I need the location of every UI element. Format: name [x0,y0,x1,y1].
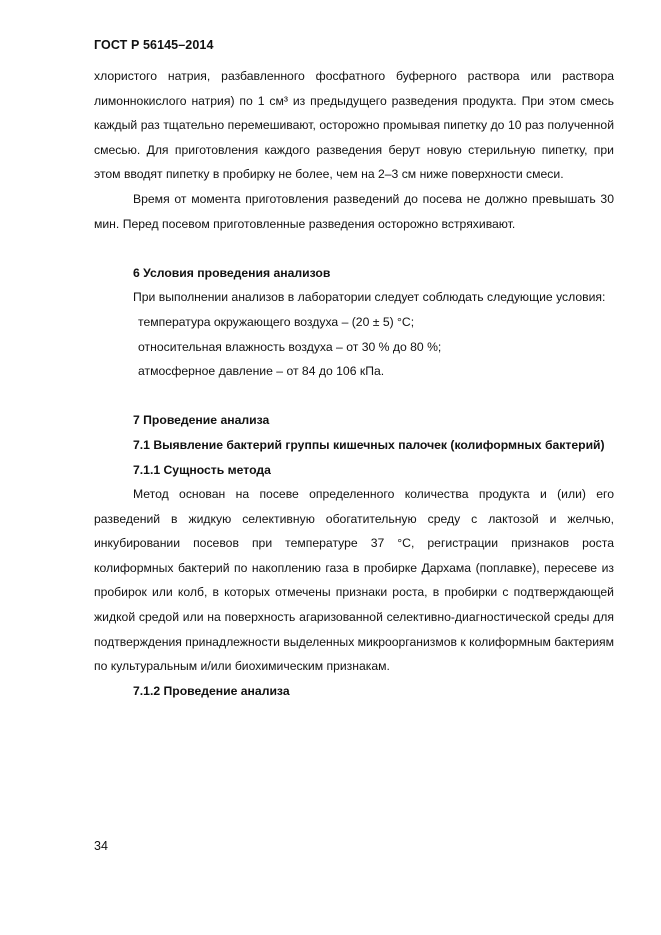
section-7-heading: 7 Проведение анализа [133,413,270,428]
paragraph-timing: Время от момента приготовления разведений до посева не должно превышать 30 мин. Перед посевом приготовленные разведения осторожно встряхивают. [94,191,614,231]
condition-humidity: относительная влажность воздуха – от 30 % до 80 %; [138,339,442,354]
section-6-heading: 6 Условия проведения анализов [133,265,331,280]
section-7-1-2-heading: 7.1.2 Проведение анализа [133,683,290,698]
condition-pressure: атмосферное давление – от 84 до 106 кПа. [138,364,385,379]
section-7-1-heading: 7.1 Выявление бактерий группы кишечных палочек (колиформных бактерий) [133,437,605,452]
standard-header: ГОСТ Р 56145–2014 [94,38,214,52]
section-6-intro: При выполнении анализов в лаборатории следует соблюдать следующие условия: [133,290,606,305]
spacer [94,384,614,409]
page-number: 34 [94,839,108,853]
paragraph-dilution: хлористого натрия, разбавленного фосфатного буферного раствора или раствора лимоннокислого натрия) по 1 см³ из предыдущего разведения продукта. При этом смесь каждый раз тщательно перемешивают, осторожно промывая пипетку до 10 раз полученной смесью. Для приготовления каждого разведения берут новую стерильную пипетку, при этом вводят пипетку в пробирку не более, чем на 2–3 см ниже поверхности смеси. [94,69,614,182]
condition-temperature: температура окружающего воздуха – (20 ± 5) °С; [138,314,415,329]
spacer [94,236,614,261]
body-text [94,64,614,703]
method-paragraph: Метод основан на посеве определенного количества продукта и (или) его разведений в жидкую селективную обогатительную среду с лактозой и желчью, инкубировании посевов при температуре 37 °С, регистрации признаков роста колиформных бактерий по накоплению газа в пробирке Дархама (поплавке), пересеве из пробирок или колб, в которых отмечены признаки роста, в пробирки с подтверждающей жидкой средой или на поверхность агаризованной селективно-диагностической среды для подтверждения принадлежности выделенных микроорганизмов к колиформным бактериям по культуральным и/или биохимическим признакам. [94,487,614,674]
section-7-1-1-heading: 7.1.1 Сущность метода [133,462,271,477]
